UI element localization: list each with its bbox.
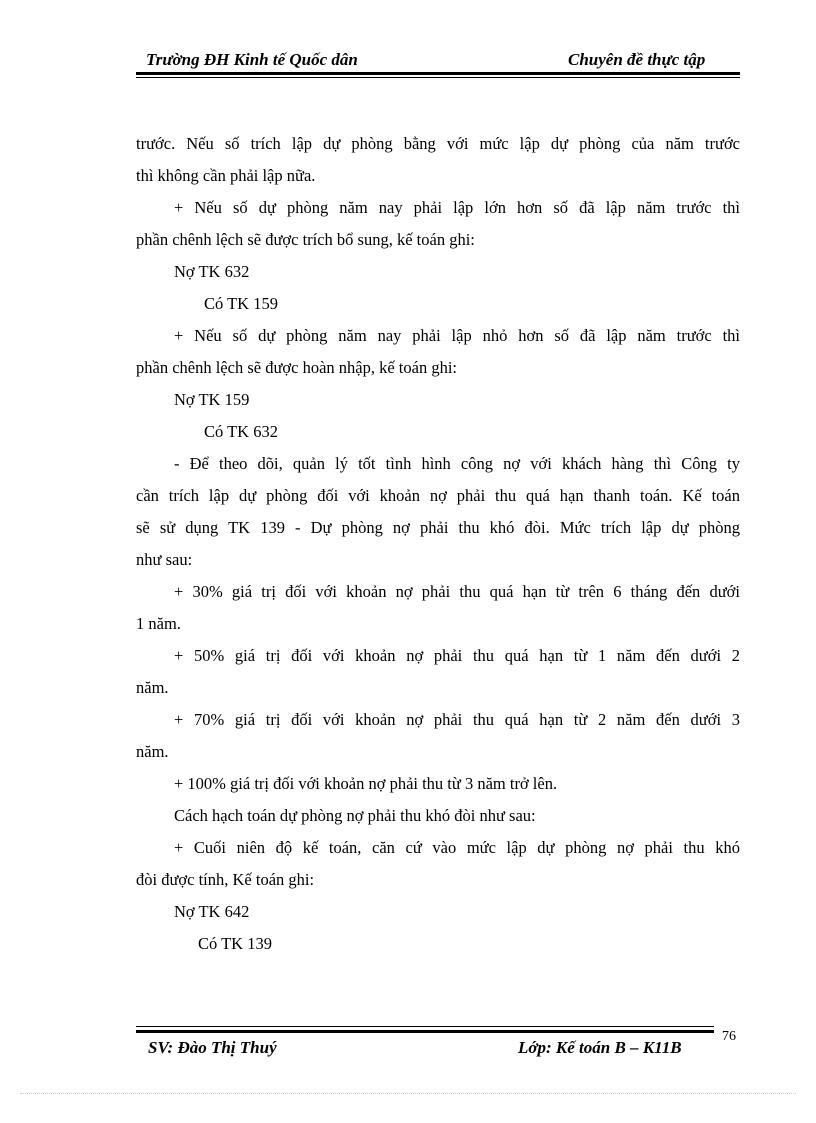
- text-line: phần chênh lệch sẽ được trích bổ sung, kế toán ghi:: [136, 230, 475, 249]
- text-line: Cách hạch toán dự phòng nợ phải thu khó đòi như sau:: [174, 806, 536, 825]
- text-line: Có TK 159: [204, 294, 278, 313]
- text-line: phần chênh lệch sẽ được hoàn nhập, kế toán ghi:: [136, 358, 457, 377]
- text-line: 1 năm.: [136, 614, 181, 633]
- header-document-type: Chuyên đề thực tập: [568, 50, 706, 69]
- text-line: năm.: [136, 678, 169, 697]
- page-number: 76: [722, 1029, 736, 1044]
- text-line: - Để theo dõi, quản lý tốt tình hình công nợ với khách hàng thì Công ty: [174, 454, 740, 473]
- text-line: sẽ sử dụng TK 139 - Dự phòng nợ phải thu khó đòi. Mức trích lập dự phòng: [136, 518, 740, 537]
- footer-rule-thin: [136, 1026, 714, 1027]
- footer-class-name: Lớp: Kế toán B – K11B: [518, 1038, 682, 1057]
- page-bottom-border: [20, 1093, 796, 1094]
- text-line: + 100% giá trị đối với khoản nợ phải thu từ 3 năm trở lên.: [174, 774, 558, 793]
- header-school-name: Trường ĐH Kinh tế Quốc dân: [146, 50, 358, 69]
- text-line: + Nếu số dự phòng năm nay phải lập nhỏ hơn số đã lập năm trước thì: [174, 326, 740, 345]
- text-line: như sau:: [136, 550, 193, 569]
- text-line: + 70% giá trị đối với khoản nợ phải thu quá hạn từ 2 năm đến dưới 3: [174, 710, 740, 729]
- footer-student-name: SV: Đào Thị Thuý: [148, 1038, 277, 1057]
- text-line: Có TK 139: [198, 934, 272, 953]
- text-line: + 30% giá trị đối với khoản nợ phải thu quá hạn từ trên 6 tháng đến dưới: [174, 582, 740, 601]
- text-line: Có TK 632: [204, 422, 278, 441]
- text-line: + Nếu số dự phòng năm nay phải lập lớn hơn số đã lập năm trước thì: [174, 198, 740, 217]
- text-line: + Cuối niên độ kế toán, căn cứ vào mức lập dự phòng nợ phải thu khó: [174, 838, 740, 857]
- header-rule-thin: [136, 77, 740, 78]
- header-rule-thick: [136, 72, 740, 75]
- text-line: Nợ TK 632: [174, 262, 250, 281]
- footer-rule-thick: [136, 1030, 714, 1033]
- text-line: thì không cần phải lập nữa.: [136, 166, 316, 185]
- text-line: năm.: [136, 742, 169, 761]
- text-line: cần trích lập dự phòng đối với khoản nợ phải thu quá hạn thanh toán. Kế toán: [136, 486, 740, 505]
- text-line: Nợ TK 642: [174, 902, 250, 921]
- text-line: đòi được tính, Kế toán ghi:: [136, 870, 315, 889]
- text-line: trước. Nếu số trích lập dự phòng bằng với mức lập dự phòng của năm trước: [136, 134, 740, 153]
- body-text: [136, 128, 740, 960]
- text-line: + 50% giá trị đối với khoản nợ phải thu quá hạn từ 1 năm đến dưới 2: [174, 646, 740, 665]
- text-line: Nợ TK 159: [174, 390, 250, 409]
